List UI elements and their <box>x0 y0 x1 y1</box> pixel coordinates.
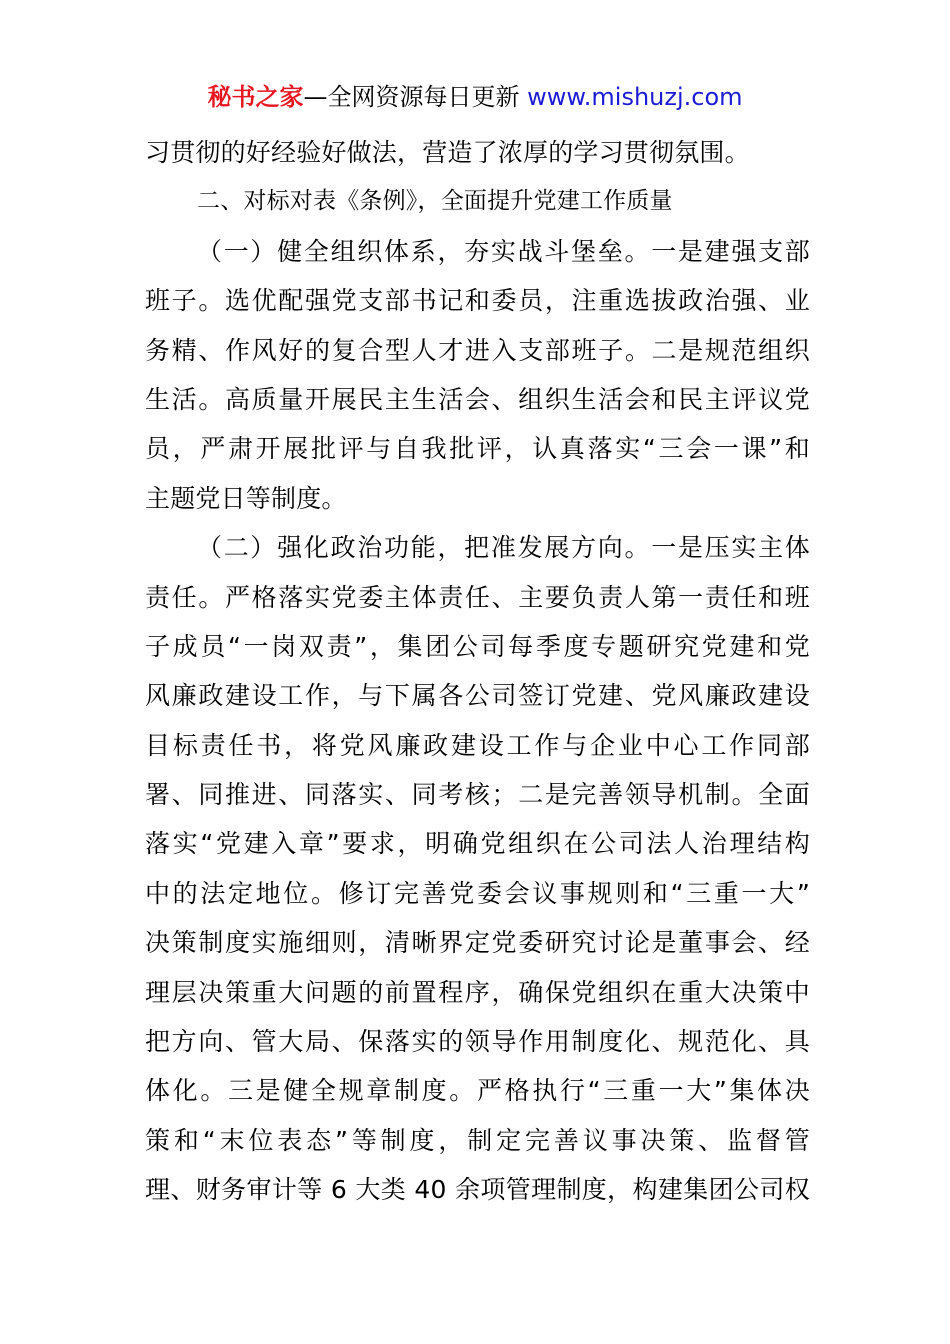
watermark-url[interactable]: www.mishuzj.com <box>527 83 743 111</box>
paragraph-start: （二）强化政治功能，把准发展方向。一是压实主体 <box>197 533 810 563</box>
text-line: 生活。高质量开展民主生活会、组织生活会和民主评议党 <box>145 384 810 414</box>
text-line: 落实“党建入章”要求，明确党组织在公司法人治理结构 <box>145 829 810 859</box>
text-line: 责任。严格落实党委主体责任、主要负责人第一责任和班 <box>145 582 810 612</box>
paragraph-start: （一）健全组织体系，夯实战斗堡垒。一是建强支部 <box>197 236 810 266</box>
text-line: 班子。选优配强党支部书记和委员，注重选拔政治强、业 <box>145 286 810 316</box>
document-body <box>145 128 810 1215</box>
text-line: 署、同推进、同落实、同考核；二是完善领导机制。全面 <box>145 780 810 810</box>
section-heading: 二、对标对表《条例》，全面提升党建工作质量 <box>197 188 673 215</box>
text-line: 主题党日等制度。 <box>145 483 347 513</box>
text-line: 把方向、管大局、保落实的领导作用制度化、规范化、具 <box>145 1027 810 1057</box>
text-line: 体化。三是健全规章制度。严格执行“三重一大”集体决 <box>145 1076 810 1106</box>
text-line: 务精、作风好的复合型人才进入支部班子。二是规范组织 <box>145 335 810 365</box>
text-line: 员，严肃开展批评与自我批评，认真落实“三会一课”和 <box>145 434 810 464</box>
text-line: 中的法定地位。修订完善党委会议事规则和“三重一大” <box>145 878 810 908</box>
text-line: 子成员“一岗双责”，集团公司每季度专题研究党建和党 <box>145 631 810 661</box>
text-line: 风廉政建设工作，与下属各公司签订党建、党风廉政建设 <box>145 681 810 711</box>
watermark-header <box>0 80 950 114</box>
watermark-tagline: —全网资源每日更新 <box>303 83 520 111</box>
text-line: 理层决策重大问题的前置程序，确保党组织在重大决策中 <box>145 977 810 1007</box>
text-line: 策和“末位表态”等制度，制定完善议事决策、监督管 <box>145 1125 810 1155</box>
text-line: 习贯彻的好经验好做法，营造了浓厚的学习贯彻氛围。 <box>145 138 750 167</box>
text-line: 理、财务审计等 6 大类 40 余项管理制度，构建集团公司权 <box>145 1175 810 1205</box>
text-line: 决策制度实施细则，清晰界定党委研究讨论是董事会、经 <box>145 928 810 958</box>
text-line: 目标责任书，将党风廉政建设工作与企业中心工作同部 <box>145 730 810 760</box>
watermark-brand: 秘书之家 <box>207 83 304 111</box>
